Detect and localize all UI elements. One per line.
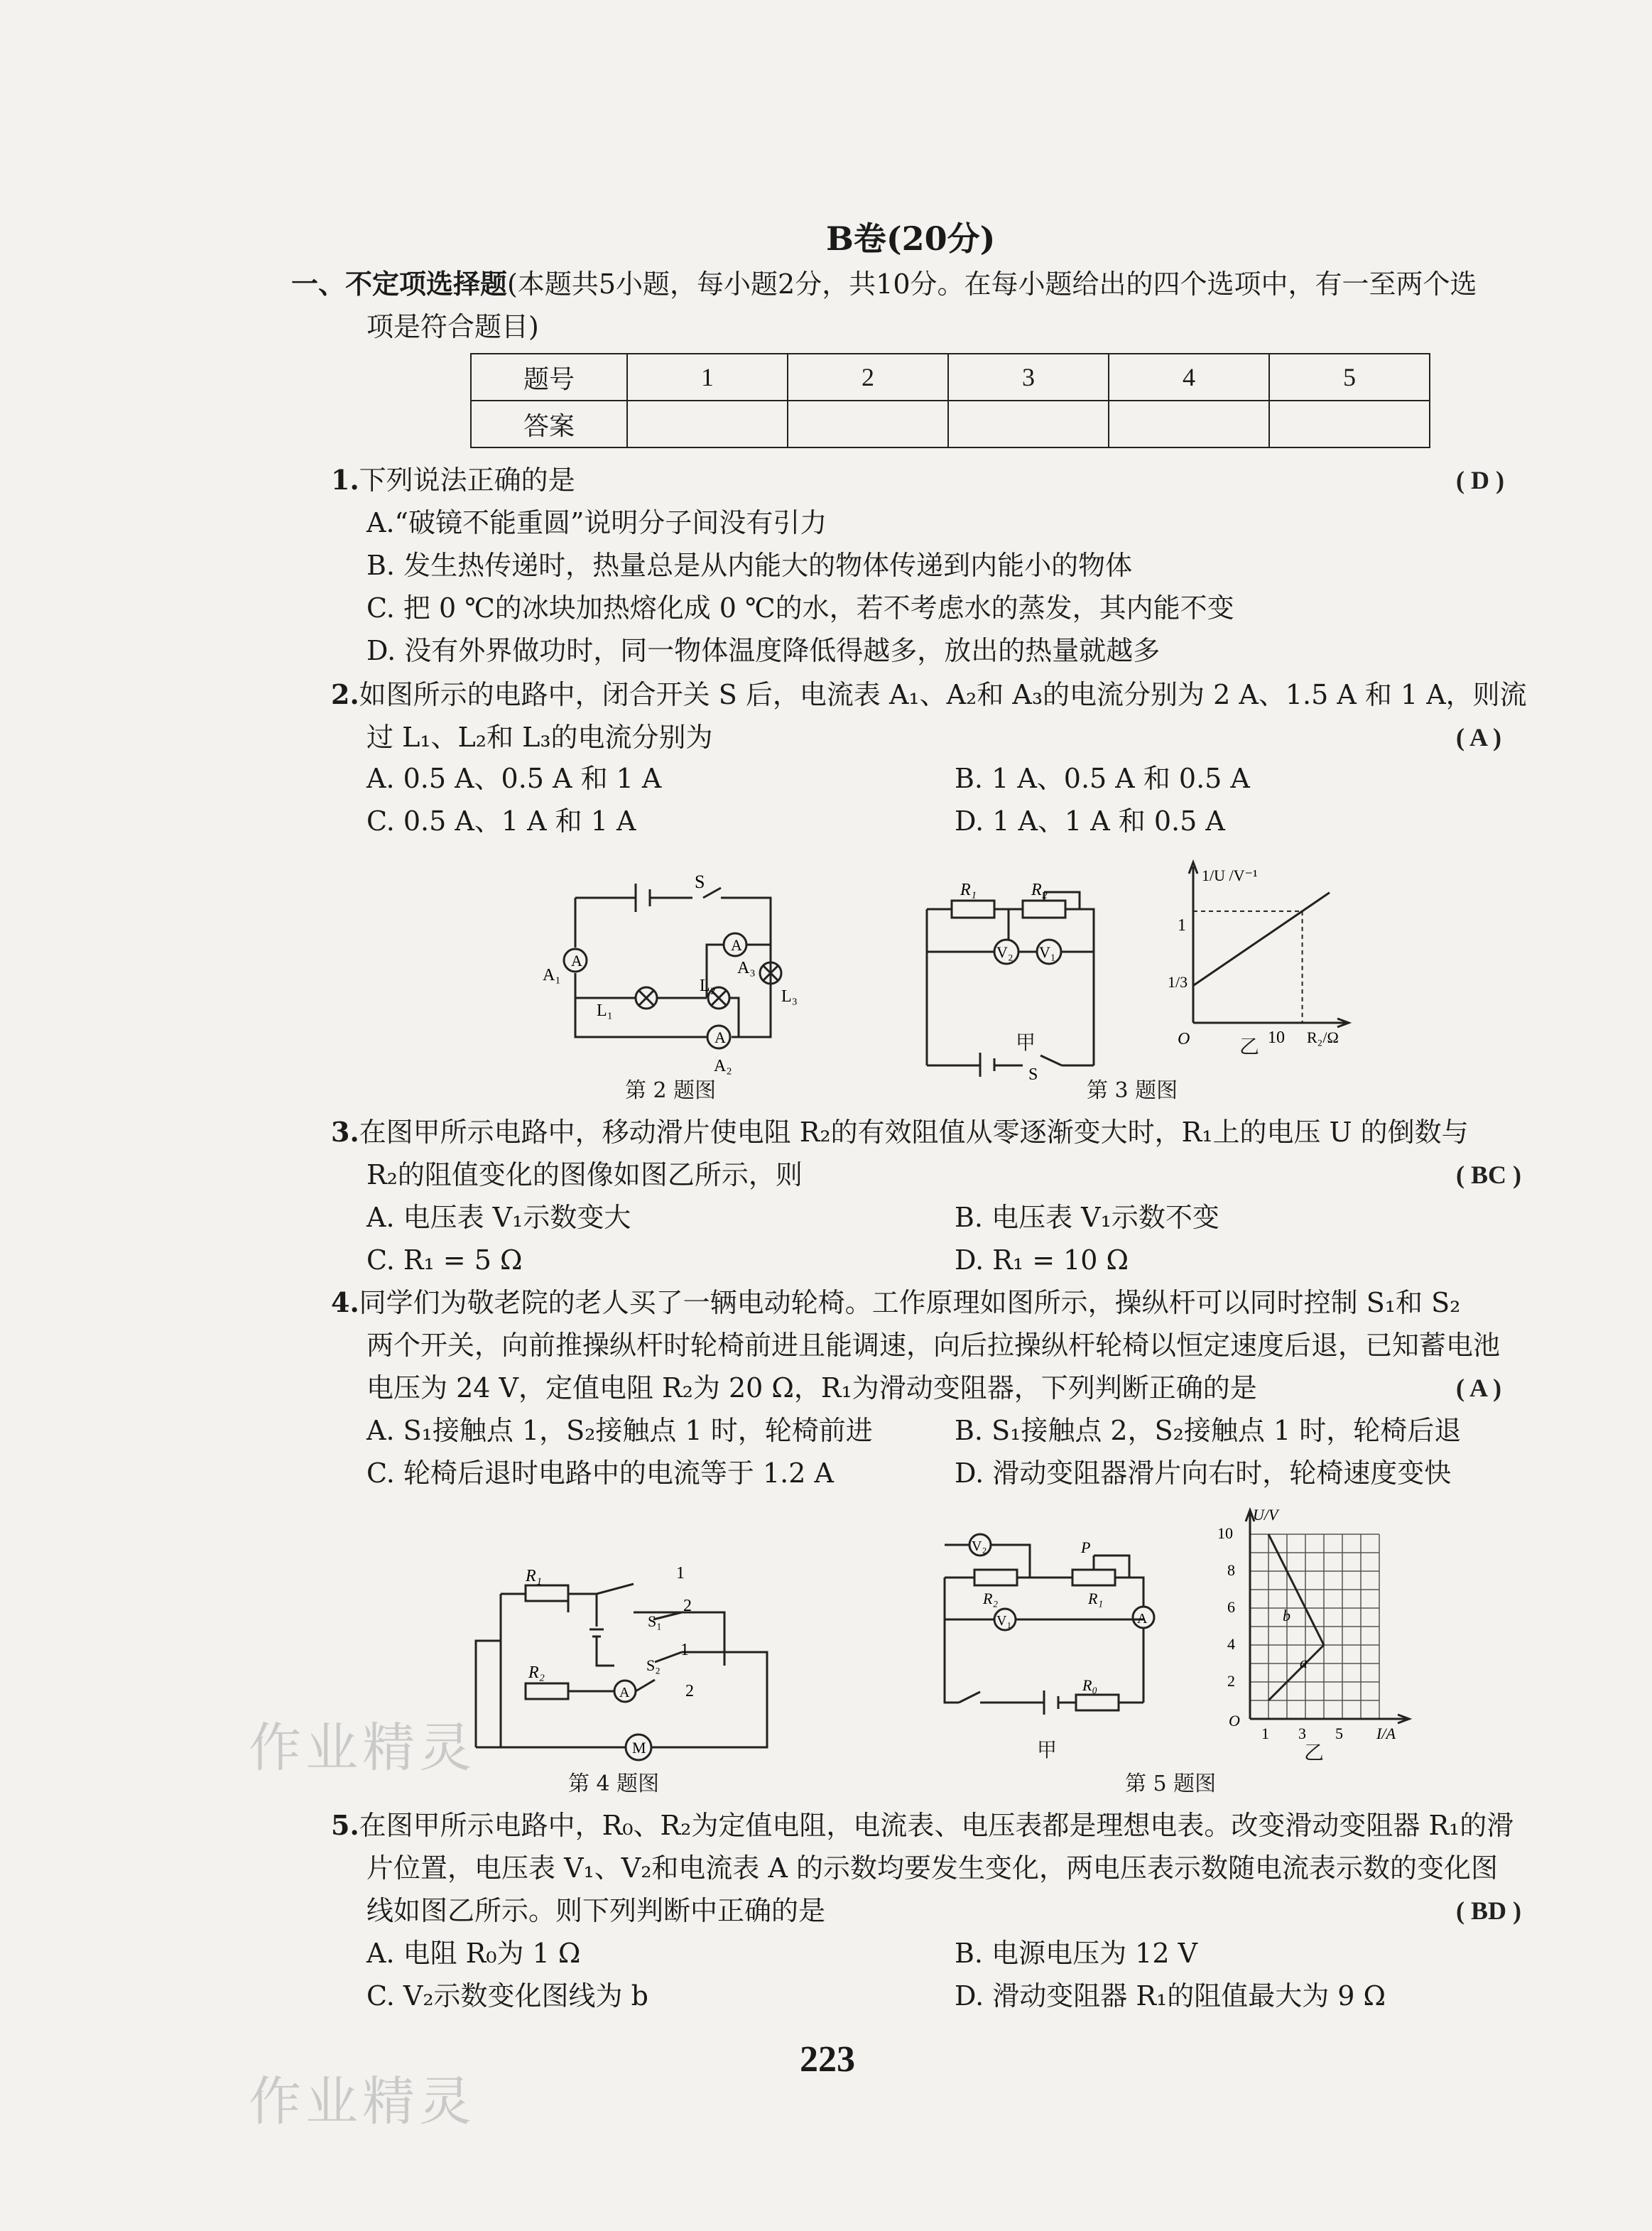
fig4-circuit [469,1556,781,1769]
fig5-yi-label: 乙 [1304,1741,1325,1764]
grid-number-1: 1 [627,354,788,401]
grid-answer-cell-2[interactable] [788,401,948,447]
fig5-y-tick-4: 4 [1227,1635,1235,1653]
fig2-a2-meter-label: A [714,1028,726,1046]
fig5-y-tick-6: 6 [1227,1598,1235,1616]
fig5-x-tick-3: 3 [1298,1725,1306,1742]
fig4-point-2-top: 2 [683,1597,692,1615]
fig3-x-axis [1193,1019,1349,1027]
grid-head-number: 题号 [471,354,627,401]
q5-stem-text-2: 片位置，电压表 V₁、V₂和电流表 A 的示数均要发生变化，两电压表示数随电流表示数的变化图 [366,1852,1499,1884]
q5-stem-text-1: 在图甲所示电路中，R₀、R₂为定值电阻，电流表、电压表都是理想电表。改变滑动变阻器 R₁的滑 [359,1810,1514,1841]
fig3-yi-label: 乙 [1239,1035,1260,1058]
fig3-graph [1165,852,1378,1065]
grid-number-3: 3 [948,354,1109,401]
q4-option-c: C. 轮椅后退时电路中的电流等于 1.2 A [366,1458,834,1489]
fig3-caption: 第 3 题图 [1087,1078,1178,1103]
fig2-a1-meter-label: A [571,952,582,970]
q3-option-d: D. R₁ = 10 Ω [955,1244,1129,1276]
fig2-l2-label: L₂ [700,977,717,995]
fig4-point-1-bottom: 1 [680,1641,689,1659]
fig2-a3-label: A₃ [737,959,756,977]
fig3-y-axis-label: 1/U /V⁻¹ [1202,867,1258,884]
fig3-origin: O [1178,1030,1190,1048]
fig3-x-axis-label: R₂/Ω [1307,1028,1339,1046]
fig5-circuit [930,1527,1172,1733]
fig2-s-label: S [695,872,705,892]
section-label: 一、不定项选择题 [291,268,508,300]
fig3-r1-icon [952,901,994,918]
fig4-caption: 第 4 题图 [568,1771,660,1796]
q3-stem-text-2: R₂的阻值变化的图像如图乙所示，则 [366,1159,803,1190]
grid-row-answers [471,401,1430,447]
fig4-s2-label: S₂ [646,1656,661,1674]
fig4-ammeter-label: A [619,1685,630,1700]
fig3-x-tick-10: 10 [1268,1028,1285,1047]
fig2-circuit [526,867,810,1080]
fig4-s1-label: S₁ [648,1612,662,1630]
q3-stem [331,1112,1469,1152]
fig3-r2-label: R₂ [1031,881,1048,899]
fig3-v2-label: V₂ [996,943,1014,961]
fig2-a2-label: A₂ [714,1057,732,1075]
fig4-point-2-bottom: 2 [685,1682,694,1700]
fig5-y-tick-8: 8 [1227,1561,1235,1579]
q2-answer: ( A ) [1456,723,1502,751]
q1-stem [331,460,575,500]
grid-row-numbers [471,354,1430,401]
fig5-ammeter-label: A [1137,1611,1148,1627]
fig5-series-a [1268,1645,1324,1700]
fig2-battery [636,884,650,912]
q1-answer: ( D ) [1456,466,1504,494]
fig3-r2-icon [1023,901,1065,918]
fig5-v2-label: V₂ [972,1538,987,1554]
q3-number: 3. [331,1116,359,1148]
q1-number: 1. [331,464,359,496]
grid-number-4: 4 [1109,354,1269,401]
fig3-y-tick-third: 1/3 [1168,973,1188,991]
q4-stem-text-1: 同学们为敬老院的老人买了一辆电动轮椅。工作原理如图所示，操纵杆可以同时控制 S₁和 S₂ [359,1287,1461,1318]
q4-option-d: D. 滑动变阻器滑片向右时，轮椅速度变快 [955,1458,1452,1489]
q5-option-b: B. 电源电压为 12 V [955,1938,1198,1969]
fig5-y-tick-2: 2 [1227,1672,1235,1690]
fig5-v1-label: V₁ [996,1613,1012,1629]
fig5-r0-label: R₀ [1082,1676,1098,1694]
grid-answer-cell-5[interactable] [1269,401,1430,447]
q2-option-c: C. 0.5 A、1 A 和 1 A [366,805,636,837]
q3-option-a: A. 电压表 V₁示数变大 [366,1202,631,1233]
fig5-x-axis-label: I/A [1376,1725,1396,1742]
fig3-r1-label: R₁ [960,881,977,899]
fig4-point-1-top: 1 [676,1564,685,1583]
fig5-origin: O [1229,1712,1240,1730]
q5-option-d: D. 滑动变阻器 R₁的阻值最大为 9 Ω [955,1980,1386,2012]
fig2-l1-label: L₁ [597,1001,614,1020]
fig2-l3-label: L₃ [781,987,798,1006]
fig5-r2-label: R₂ [983,1590,999,1607]
fig3-v1-label: V₁ [1039,943,1056,961]
q2-stem-text-2: 过 L₁、L₂和 L₃的电流分别为 [366,722,713,753]
fig3-s-label: S [1028,1065,1038,1084]
watermark-2: 作业精灵 [249,2071,476,2132]
fig5-x-axis [1250,1715,1409,1723]
q2-stem [331,675,1527,715]
answer-grid [470,353,1430,448]
fig5-graph [1193,1506,1420,1747]
q1-option-c: C. 把 0 ℃的冰块加热熔化成 0 ℃的水，若不考虑水的蒸发，其内能不变 [366,592,1234,624]
q5-option-a: A. 电阻 R₀为 1 Ω [366,1938,581,1969]
fig5-r1-label: R₁ [1088,1590,1104,1607]
q1-stem-text: 下列说法正确的是 [359,465,575,496]
fig5-label-b: b [1283,1607,1290,1624]
grid-answer-cell-1[interactable] [627,401,788,447]
section-desc-1: (本题共5小题，每小题2分，共10分。在每小题给出的四个选项中，有一至两个选 [507,268,1477,300]
q3-stem-text-1: 在图甲所示电路中，移动滑片使电阻 R₂的有效阻值从零逐渐变大时，R₁上的电压 U 的倒数与 [359,1117,1469,1148]
fig5-x-tick-5: 5 [1335,1725,1343,1742]
section-desc-2: 项是符合题目) [366,311,539,342]
fig3-y-tick-1: 1 [1178,916,1186,935]
fig4-r1-icon [526,1585,568,1601]
fig3-y-axis [1189,862,1197,1023]
fig3-jia-label: 甲 [1016,1031,1036,1054]
fig5-jia-label: 甲 [1037,1738,1058,1762]
fig2-caption: 第 2 题图 [625,1078,717,1103]
q2-option-d: D. 1 A、1 A 和 0.5 A [955,805,1225,837]
q4-number: 4. [331,1286,359,1318]
q5-stem-text-3: 线如图乙所示。则下列判断中正确的是 [366,1895,826,1926]
q5-stem [331,1806,1514,1845]
grid-answer-cell-3[interactable] [948,401,1109,447]
fig4-r2-label: R₂ [528,1663,545,1682]
fig5-caption: 第 5 题图 [1125,1771,1217,1796]
fig5-label-a: a [1300,1654,1308,1671]
grid-number-5: 5 [1269,354,1430,401]
fig5-r1-icon [1072,1570,1115,1585]
q5-answer: ( BD ) [1456,1896,1521,1925]
q1-option-a: A.“破镜不能重圆”说明分子间没有引力 [366,507,827,538]
fig2-a3-meter-label: A [731,936,742,954]
grid-head-answer: 答案 [471,401,627,447]
fig5-r2-icon [974,1570,1017,1585]
grid-answer-cell-4[interactable] [1109,401,1269,447]
q2-option-b: B. 1 A、0.5 A 和 0.5 A [955,763,1250,794]
q5-option-c: C. V₂示数变化图线为 b [366,1980,648,2012]
watermark-1: 作业精灵 [249,1717,476,1779]
fig5-x-tick-1: 1 [1261,1725,1269,1742]
fig5-y-axis-label: U/V [1253,1506,1278,1524]
q4-option-b: B. S₁接触点 2，S₂接触点 1 时，轮椅后退 [955,1415,1462,1446]
q5-number: 5. [331,1809,359,1841]
q3-option-b: B. 电压表 V₁示数不变 [955,1202,1219,1233]
q4-option-a: A. S₁接触点 1，S₂接触点 1 时，轮椅前进 [366,1415,873,1446]
page-number: 223 [800,2039,855,2080]
fig5-y-axis [1246,1510,1254,1719]
q2-number: 2. [331,678,359,710]
q1-option-d: D. 没有外界做功时，同一物体温度降低得越多，放出的热量就越多 [366,635,1161,666]
page-title: B卷(20分) [826,219,996,258]
q2-option-a: A. 0.5 A、0.5 A 和 1 A [366,763,662,794]
fig4-r1-label: R₁ [526,1567,543,1585]
fig2-a1-label: A₁ [543,966,561,984]
q4-stem [331,1283,1460,1323]
q3-option-c: C. R₁ = 5 Ω [366,1244,523,1276]
fig3-series-line [1193,893,1330,986]
q4-stem-text-3: 电压为 24 V，定值电阻 R₂为 20 Ω，R₁为滑动变阻器，下列判断正确的是 [366,1372,1257,1404]
section-intro [291,264,1477,304]
fig4-r2-icon [526,1683,568,1699]
grid-number-2: 2 [788,354,948,401]
fig5-p-label: P [1081,1538,1091,1556]
fig4-motor-label: M [632,1739,646,1757]
fig5-r0-icon [1076,1695,1119,1710]
q4-stem-text-2: 两个开关，向前推操纵杆时轮椅前进且能调速，向后拉操纵杆轮椅以恒定速度后退，已知蓄电池 [366,1330,1501,1361]
q1-option-b: B. 发生热传递时，热量总是从内能大的物体传递到内能小的物体 [366,550,1133,581]
q3-answer: ( BC ) [1456,1161,1521,1189]
q2-stem-text-1: 如图所示的电路中，闭合开关 S 后，电流表 A₁、A₂和 A₃的电流分别为 2 A、1.5 A 和 1 A，则流 [359,679,1527,710]
fig5-y-tick-10: 10 [1217,1524,1233,1542]
q4-answer: ( A ) [1456,1374,1502,1402]
